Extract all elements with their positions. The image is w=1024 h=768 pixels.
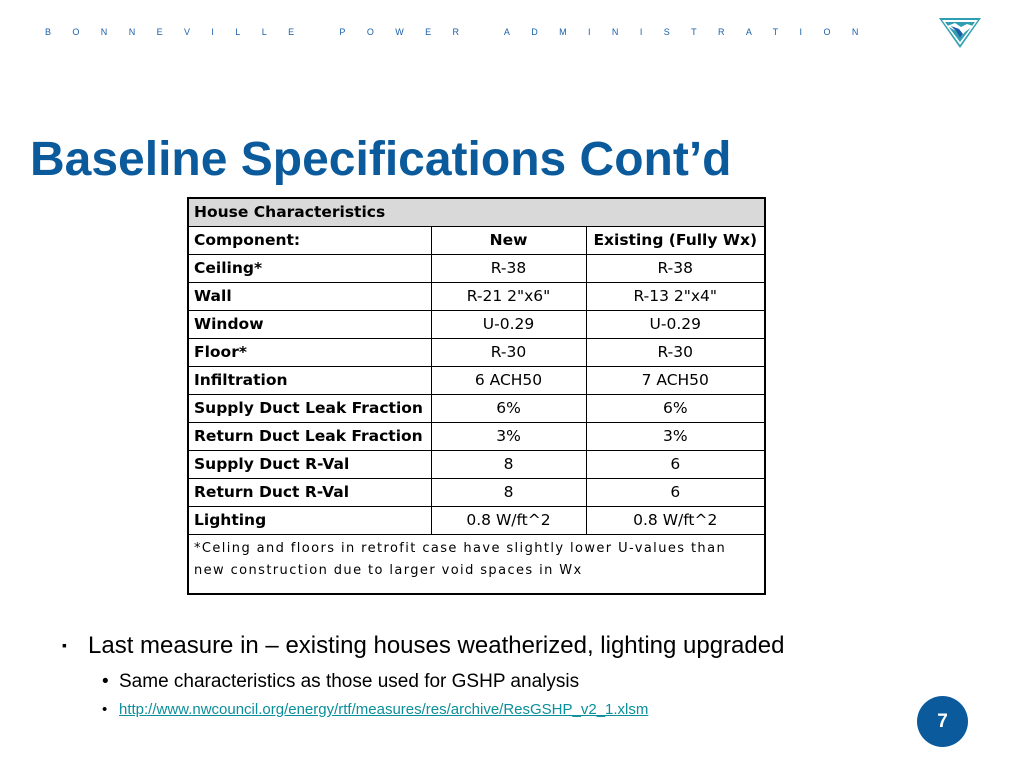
new-value-cell: R-21 2"x6" — [431, 282, 586, 310]
component-cell: Window — [188, 310, 431, 338]
new-value-cell: 8 — [431, 478, 586, 506]
table-row — [188, 478, 765, 506]
table-row — [188, 394, 765, 422]
existing-value-cell: R-38 — [586, 254, 765, 282]
column-header-component: Component: — [188, 226, 431, 254]
new-value-cell: 0.8 W/ft^2 — [431, 506, 586, 534]
existing-value-cell: 6% — [586, 394, 765, 422]
column-header-existing: Existing (Fully Wx) — [586, 226, 765, 254]
table-row — [188, 506, 765, 534]
table-row — [188, 282, 765, 310]
new-value-cell: U-0.29 — [431, 310, 586, 338]
table-footnote-row — [188, 534, 765, 594]
component-cell: Infiltration — [188, 366, 431, 394]
new-value-cell: 3% — [431, 422, 586, 450]
component-cell: Wall — [188, 282, 431, 310]
column-header-new: New — [431, 226, 586, 254]
component-cell: Supply Duct R-Val — [188, 450, 431, 478]
bullet-sub-1-text: Same characteristics as those used for GSHP analysis — [119, 671, 580, 692]
table-caption-row — [188, 198, 765, 226]
existing-value-cell: U-0.29 — [586, 310, 765, 338]
dot-bullet-icon: • — [102, 671, 109, 692]
new-value-cell: 8 — [431, 450, 586, 478]
component-cell: Floor* — [188, 338, 431, 366]
existing-value-cell: 0.8 W/ft^2 — [586, 506, 765, 534]
bullet-sub-1 — [102, 671, 579, 693]
existing-value-cell: 3% — [586, 422, 765, 450]
existing-value-cell: 6 — [586, 450, 765, 478]
component-cell: Supply Duct Leak Fraction — [188, 394, 431, 422]
new-value-cell: 6% — [431, 394, 586, 422]
table-row — [188, 450, 765, 478]
existing-value-cell: 7 ACH50 — [586, 366, 765, 394]
component-cell: Return Duct Leak Fraction — [188, 422, 431, 450]
square-bullet-icon: ▪ — [62, 637, 67, 653]
existing-value-cell: R-13 2"x4" — [586, 282, 765, 310]
existing-value-cell: R-30 — [586, 338, 765, 366]
component-cell: Lighting — [188, 506, 431, 534]
table-row — [188, 422, 765, 450]
bullet-main — [62, 632, 784, 660]
table-footnote: *Celing and floors in retrofit case have slightly lower U-values than new construction due to larger void spaces in Wx — [188, 534, 765, 594]
component-cell: Return Duct R-Val — [188, 478, 431, 506]
new-value-cell: R-30 — [431, 338, 586, 366]
page-title: Baseline Specifications Cont’d — [30, 133, 732, 186]
dot-bullet-icon: • — [102, 701, 108, 718]
table-row — [188, 310, 765, 338]
bullet-main-text: Last measure in – existing houses weatherized, lighting upgraded — [88, 632, 785, 659]
bullet-sub-2 — [102, 701, 648, 718]
table-row — [188, 366, 765, 394]
page-number-badge: 7 — [917, 696, 968, 747]
table-row — [188, 338, 765, 366]
house-characteristics-table — [187, 197, 766, 595]
gshp-analysis-link[interactable]: http://www.nwcouncil.org/energy/rtf/measures/res/archive/ResGSHP_v2_1.xlsm — [119, 701, 649, 718]
existing-value-cell: 6 — [586, 478, 765, 506]
new-value-cell: 6 ACH50 — [431, 366, 586, 394]
bpa-triangle-logo-icon — [939, 18, 981, 48]
component-cell: Ceiling* — [188, 254, 431, 282]
table-caption: House Characteristics — [188, 198, 765, 226]
table-header-row — [188, 226, 765, 254]
org-header: BONNEVILLE POWER ADMINISTRATION — [45, 27, 880, 37]
new-value-cell: R-38 — [431, 254, 586, 282]
table-row — [188, 254, 765, 282]
